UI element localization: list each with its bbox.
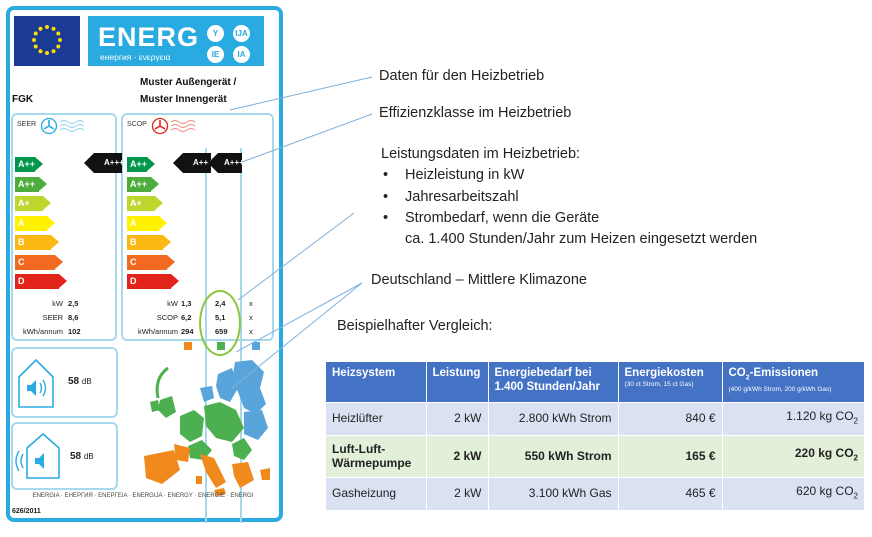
comparison-table [326,362,864,510]
header-cost-sub: (30 ct Strom, 15 ct Gas) [624,381,694,388]
scop-kwh-warm: 294 [181,327,194,336]
header-system: Heizsystem [326,362,426,402]
header-co2: $CO_2$-Emissionen (400 g/kWh Strom, 200 g/kWh Gas) [722,362,864,402]
cell-demand: 3.100 kWh Gas [488,477,618,510]
cell-co2: 620 kg $CO_2$ [722,477,864,510]
annotation-heating-data: Daten für den Heizbetrieb [379,68,545,84]
bullet-power-demand-cont: ca. 1.400 Stunden/Jahr zum Heizen eingesetzt werden [405,231,758,247]
table-row [326,477,864,510]
scop-kwh-average: 659 [215,327,228,336]
leader-line-heating-data [230,77,372,110]
footer-languages: ENERGIA · ЕНЕРГИЯ · ΕΝΕΡΓΕΙΑ · ENERGIJA · ENERGY · ENERGIE · ENERGI [32,493,254,499]
scop-kw-label: kW [167,299,178,308]
annotation-efficiency-class: Effizienzklasse im Heizbetrieb [379,105,572,121]
scop-kw-warm: 1,3 [181,299,192,308]
seer-kwh-value: 102 [68,327,81,336]
cell-system: Luft-Luft- Wärmepumpe [326,435,426,477]
table-row [326,435,864,477]
bullet-power-demand: Strombedarf, wenn die Geräte [405,210,600,226]
cell-demand: 550 kWh Strom [488,435,618,477]
leader-line-performance [238,213,354,300]
scop-kw-cold: x [249,299,253,308]
indoor-noise-value: 58 dB [68,376,92,387]
cell-cost: 165 € [618,435,722,477]
bullet-dot: • [383,167,389,183]
seer-title: SEER [17,121,37,128]
cell-cost: 840 € [618,402,722,435]
header-power: Leistung [426,362,488,402]
language-bubble: IE [207,46,224,63]
cell-system: Gasheizung [326,477,426,510]
annotation-climate-zone: Deutschland – Mittlere Klimazone [371,272,587,288]
header-cost: Energiekosten (30 ct Strom, 15 ct Gas) [618,362,722,402]
header-demand: Energiebedarf bei 1.400 Stunden/Jahr [488,362,618,402]
cell-power: 2 kW [426,435,488,477]
cell-demand: 2.800 kWh Strom [488,402,618,435]
seer-seer-value: 8,6 [68,313,79,322]
seer-seer-label: SEER [42,313,63,322]
cell-power: 2 kW [426,402,488,435]
cell-system: Heizlüfter [326,402,426,435]
seer-kw-label: kW [52,299,63,308]
table-header-row [326,362,864,402]
energy-word: ENERG [98,22,200,52]
scop-kwh-label: kWh/annum [137,327,178,336]
scop-kwh-cold: x [249,327,253,336]
model-name-line1: Muster Außengerät / [140,77,237,88]
language-bubble: Y [207,25,224,42]
leader-line-efficiency-class [242,114,372,162]
comparison-title: Beispielhafter Vergleich: [337,318,493,334]
bullet-annual-performance: Jahresarbeitszahl [405,189,519,205]
seer-kwh-label: kWh/annum [22,327,63,336]
cell-power: 2 kW [426,477,488,510]
supplier-name: FGK [12,94,34,105]
scop-scop-average: 5,1 [215,313,226,322]
cell-cost: 465 € [618,477,722,510]
language-bubble: IA [233,46,250,63]
cell-co2: 1.120 kg $CO_2$ [722,402,864,435]
energy-subtitle: енергия · ενεργεια [100,52,171,62]
bullet-heating-power: Heizleistung in kW [405,167,525,183]
seer-kw-value: 2,5 [68,299,79,308]
table-row [326,402,864,435]
scop-scop-label: SCOP [156,313,178,322]
scop-title: SCOP [127,121,147,128]
language-bubble: IJA [233,25,250,42]
bullet-dot: • [383,210,389,226]
model-name-line2: Muster Innengerät [140,94,227,105]
cell-co2: 220 kg $CO_2$ [722,435,864,477]
header-co2-sub: (400 g/kWh Strom, 200 g/kWh Gas) [728,386,832,394]
scop-scop-cold: x [249,313,253,322]
outdoor-noise-value: 58 dB [70,451,94,462]
bullet-dot: • [383,189,389,205]
scop-scop-warm: 6,2 [181,313,192,322]
regulation-number: 626/2011 [12,508,41,515]
scop-kw-average: 2,4 [215,299,226,308]
annotation-performance-title: Leistungsdaten im Heizbetrieb: [381,146,581,162]
